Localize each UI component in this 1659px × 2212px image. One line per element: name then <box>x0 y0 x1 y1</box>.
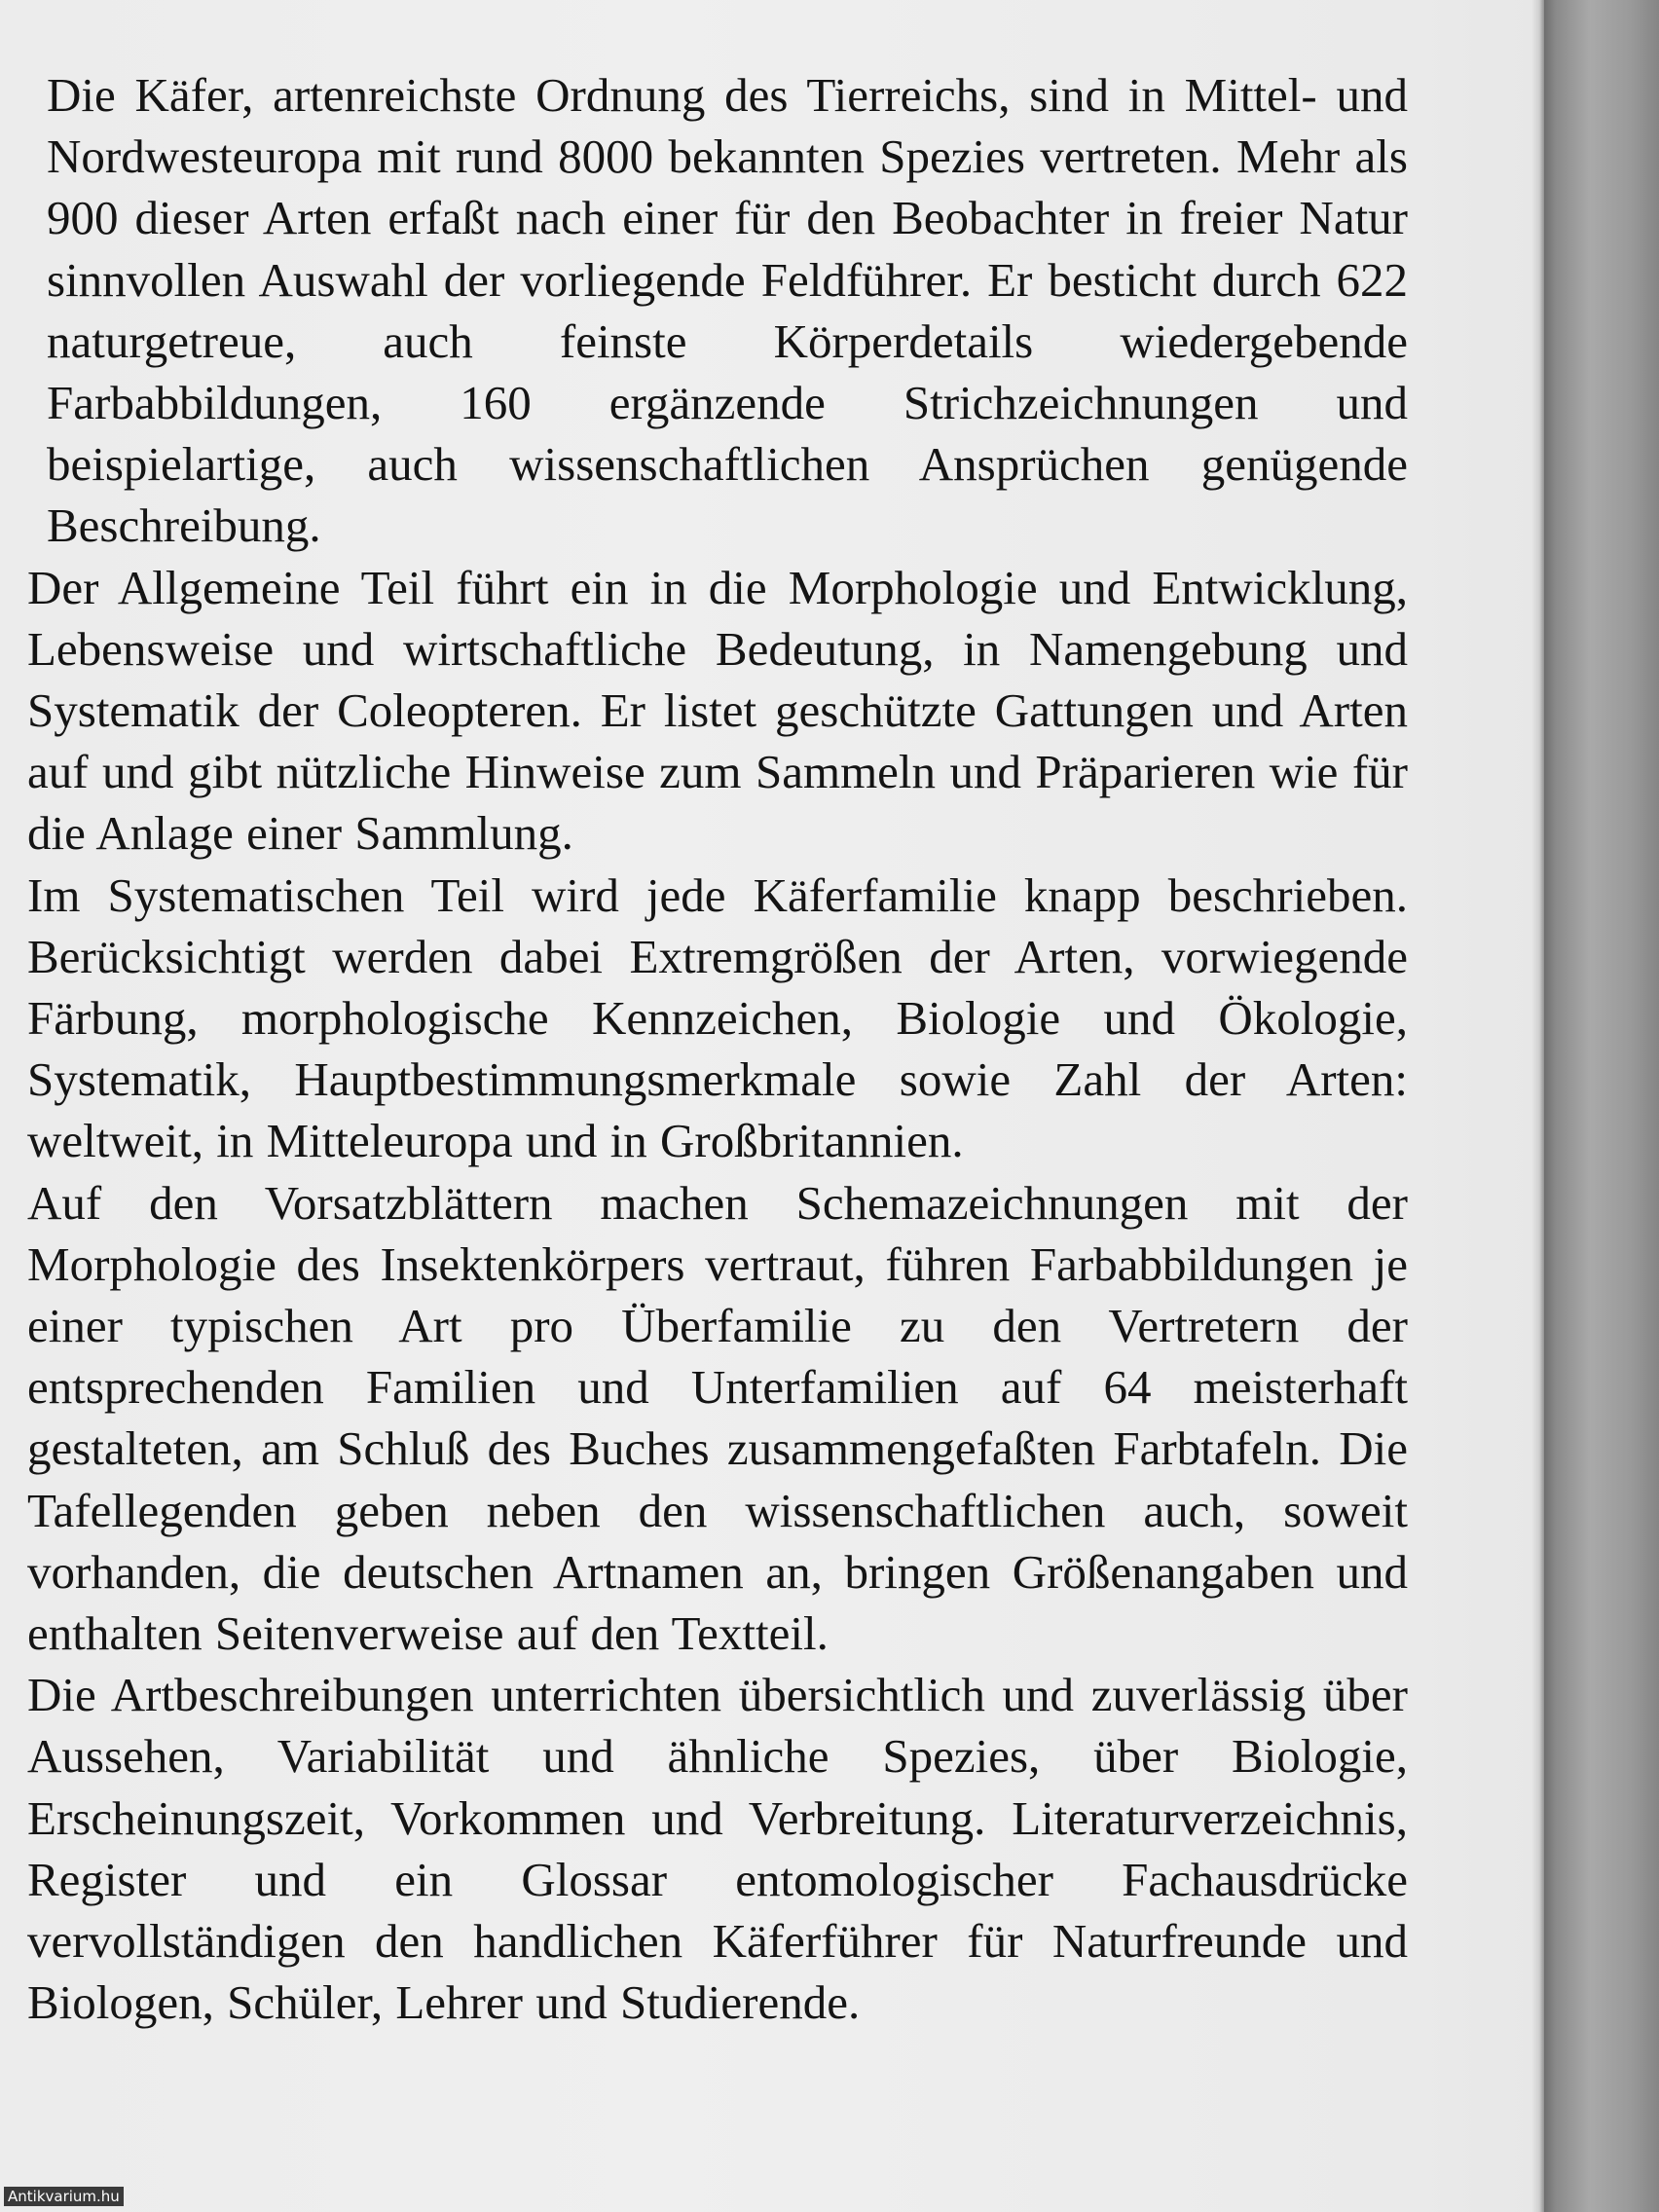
book-spine <box>1544 0 1659 2212</box>
blurb-text <box>27 64 1408 2034</box>
paragraph-systematic-part: Im Systematischen Teil wird jede Käferfamilie knapp beschrieben. Berücksichtigt werden dabei Extremgrößen der Arten, vorwiegende Färbung, morphologische Kennzeichen, Biologie und Ökologie, Systematik, Hauptbestimmungsmerkmale sowie Zahl der Arten: weltweit, in Mitteleuropa und in Großbritannien. <box>27 867 1408 1168</box>
paragraph-intro: Die Käfer, artenreichste Ordnung des Tierreichs, sind in Mittel- und Nordwesteuropa mit rund 8000 bekannten Spezies vertreten. Mehr als 900 dieser Arten erfaßt nach einer für den Beobachter in freier Natur sinnvollen Auswahl der vorliegende Feldführer. Er besticht durch 622 naturgetreue, auch feinste Körperdetails wiedergebende Farbabbildungen, 160 ergänzende Strichzeichnungen und beispielartige, auch wissenschaftlichen Ansprüchen genügende Beschreibung. <box>47 68 1408 553</box>
paragraph-species-descriptions: Die Artbeschreibungen unterrichten übersichtlich und zuverlässig über Aussehen, Variabilität und ähnliche Spezies, über Biologie, Erscheinungszeit, Vorkommen und Verbreitung. Literaturverzeichnis, Register und ein Glossar entomologischer Fachausdrücke vervollständigen den handlichen Käferführer für Naturfreunde und Biologen, Schüler, Lehrer und Studierende. <box>27 1668 1408 2030</box>
paragraph-endpapers: Auf den Vorsatzblättern machen Schemazeichnungen mit der Morphologie des Insektenkörpers vertraut, führen Farbabbildungen je einer typischen Art pro Überfamilie zu den Vertretern der entsprechenden Familien und Unterfamilien auf 64 meisterhaft gestalteten, am Schluß des Buches zusammengefaßten Farbtafeln. Die Tafellegenden geben neben den wissenschaftlichen auch, soweit vorhanden, die deutschen Artnamen an, bringen Größenangaben und enthalten Seitenverweise auf den Textteil. <box>27 1175 1408 1661</box>
watermark: Antikvarium.hu <box>4 2187 124 2206</box>
paragraph-general-part: Der Allgemeine Teil führt ein in die Morphologie und Entwicklung, Lebensweise und wirtschaftliche Bedeutung, in Namengebung und Systematik der Coleopteren. Er listet geschützte Gattungen und Arten auf und gibt nützliche Hinweise zum Sammeln und Präparieren wie für die Anlage einer Sammlung. <box>27 560 1408 861</box>
